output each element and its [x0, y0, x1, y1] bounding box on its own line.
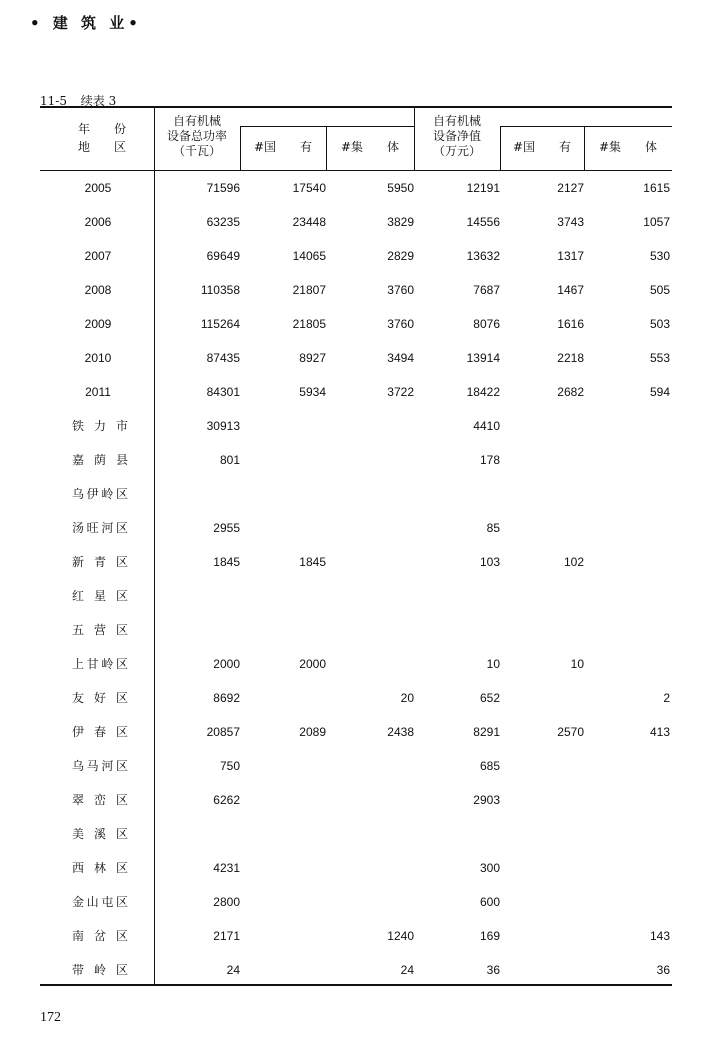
row-header-year: 年 份: [77, 122, 126, 136]
table-cell: 3722: [387, 385, 414, 399]
table-cell: 1467: [557, 283, 584, 297]
row-label: 2007: [84, 249, 112, 263]
table-cell: 20857: [206, 725, 240, 739]
table-cell: 600: [479, 895, 500, 909]
table-row: [40, 443, 672, 477]
table-cell: 10: [486, 657, 500, 671]
table-cell: 36: [656, 963, 670, 977]
table-row: [40, 817, 672, 851]
table-cell: 30913: [206, 419, 240, 433]
table-cell: 7687: [473, 283, 500, 297]
row-label: 五营区: [72, 623, 128, 637]
table-cell: 2000: [213, 657, 240, 671]
table-cell: 5950: [387, 181, 414, 195]
table-row: [40, 205, 672, 239]
row-label: 带岭区: [72, 963, 128, 977]
row-header: [72, 120, 132, 156]
table-cell: 801: [219, 453, 240, 467]
table-cell: 2: [663, 691, 670, 705]
table-cell: 21805: [292, 317, 326, 331]
row-label: 上甘岭区: [72, 657, 128, 671]
table-cell: 115264: [200, 317, 240, 331]
table-row: [40, 613, 672, 647]
table-cell: 300: [479, 861, 500, 875]
row-label: 嘉荫县: [72, 453, 128, 467]
table-row: [40, 545, 672, 579]
row-label: 2008: [84, 283, 112, 297]
table-cell: 2089: [299, 725, 326, 739]
table-cell: 1240: [387, 929, 414, 943]
table-cell: 87435: [206, 351, 240, 365]
table-cell: 8076: [473, 317, 500, 331]
header-state-owned-2: #国 有: [512, 140, 572, 154]
row-label: 南岔区: [72, 929, 128, 943]
table-cell: 2829: [387, 249, 414, 263]
table-cell: 2000: [299, 657, 326, 671]
page-number: 172: [40, 1010, 61, 1025]
row-label: 友好区: [72, 691, 128, 705]
table-row: [40, 409, 672, 443]
table-cell: 1057: [643, 215, 670, 229]
table-cell: 505: [649, 283, 670, 297]
table-cell: 21807: [292, 283, 326, 297]
table-cell: 102: [563, 555, 584, 569]
table-row: [40, 307, 672, 341]
table-cell: 13914: [466, 351, 500, 365]
table-cell: 23448: [292, 215, 326, 229]
table-cell: 143: [649, 929, 670, 943]
row-label: 西林区: [72, 861, 128, 875]
table-cell: 5934: [299, 385, 326, 399]
table-cell: 8291: [473, 725, 500, 739]
table-row: [40, 171, 672, 205]
table-cell: 4410: [473, 419, 500, 433]
table-cell: 36: [486, 963, 500, 977]
table-cell: 71596: [206, 181, 240, 195]
table-cell: 2218: [557, 351, 584, 365]
table-row: [40, 749, 672, 783]
row-label: 2010: [84, 351, 112, 365]
table-cell: 3760: [387, 317, 414, 331]
table-cell: 24: [226, 963, 240, 977]
table-cell: 103: [479, 555, 500, 569]
row-label: 2009: [84, 317, 112, 331]
table-cell: 750: [219, 759, 240, 773]
table-cell: 1845: [299, 555, 326, 569]
table-cell: 17540: [292, 181, 326, 195]
table-cell: 24: [400, 963, 414, 977]
table-cell: 18422: [466, 385, 500, 399]
table-cell: 652: [479, 691, 500, 705]
table-continuation: 续表 3: [80, 94, 117, 108]
table-cell: 4231: [213, 861, 240, 875]
table-row: [40, 341, 672, 375]
table-cell: 84301: [206, 385, 240, 399]
table-cell: 3494: [387, 351, 414, 365]
table-cell: 2127: [557, 181, 584, 195]
subheader-rule-2: [500, 126, 672, 127]
table-cell: 169: [479, 929, 500, 943]
row-label: 乌伊岭区: [72, 487, 128, 501]
row-label: 2006: [84, 215, 112, 229]
header-collective: #集 体: [340, 140, 400, 154]
row-label: 2011: [85, 385, 111, 399]
table-cell: 2955: [213, 521, 240, 535]
header-collective-2: #集 体: [598, 140, 658, 154]
table-cell: 2800: [213, 895, 240, 909]
table-cell: 69649: [206, 249, 240, 263]
row-label: 铁力市: [72, 419, 128, 433]
table-row: [40, 511, 672, 545]
table-cell: 2682: [557, 385, 584, 399]
subheader-rule-1: [240, 126, 414, 127]
table-top-rule: [40, 106, 672, 108]
table-row: [40, 273, 672, 307]
table-cell: 1616: [557, 317, 584, 331]
table-cell: 1845: [213, 555, 240, 569]
table-row: [40, 647, 672, 681]
table-row: [40, 783, 672, 817]
table-cell: 503: [649, 317, 670, 331]
table-row: [40, 953, 672, 987]
table-row: [40, 681, 672, 715]
table-row: [40, 375, 672, 409]
table-cell: 14556: [466, 215, 500, 229]
table-row: [40, 715, 672, 749]
row-label: 伊春区: [72, 725, 128, 739]
table-cell: 3743: [557, 215, 584, 229]
table-cell: 10: [570, 657, 584, 671]
table-cell: 63235: [206, 215, 240, 229]
table-cell: 8692: [213, 691, 240, 705]
table-cell: 110358: [200, 283, 240, 297]
header-power: 自有机械 设备总功率 （千瓦）: [166, 114, 227, 158]
table-row: [40, 851, 672, 885]
table-cell: 594: [649, 385, 670, 399]
table-cell: 8927: [299, 351, 326, 365]
table-number: 11-5: [40, 94, 67, 108]
table-cell: 685: [479, 759, 500, 773]
table-cell: 2171: [213, 929, 240, 943]
table-row: [40, 239, 672, 273]
table-cell: 12191: [466, 181, 500, 195]
table-cell: 1317: [557, 249, 584, 263]
table-cell: 20: [400, 691, 414, 705]
table-cell: 3760: [387, 283, 414, 297]
row-label: 汤旺河区: [72, 521, 128, 535]
table-cell: 1615: [643, 181, 670, 195]
table-cell: 553: [649, 351, 670, 365]
section-header: • 建 筑 业•: [30, 14, 142, 32]
header-net-value: 自有机械 设备净值 （万元）: [432, 114, 481, 158]
row-label: 翠峦区: [72, 793, 128, 807]
header-state-owned: #国 有: [253, 140, 313, 154]
table-cell: 13632: [466, 249, 500, 263]
table-row: [40, 919, 672, 953]
row-label: 美溪区: [72, 827, 128, 841]
row-label: 新青区: [72, 555, 128, 569]
table-row: [40, 579, 672, 613]
table-cell: 14065: [292, 249, 326, 263]
table-row: [40, 477, 672, 511]
table-cell: 2570: [557, 725, 584, 739]
table-cell: 530: [649, 249, 670, 263]
row-label: 金山屯区: [72, 895, 128, 909]
table-cell: 3829: [387, 215, 414, 229]
table-cell: 2438: [387, 725, 414, 739]
table-cell: 178: [479, 453, 500, 467]
table-row: [40, 885, 672, 919]
table-cell: 413: [649, 725, 670, 739]
table-cell: 2903: [473, 793, 500, 807]
table-cell: 6262: [213, 793, 240, 807]
table-cell: 85: [486, 521, 500, 535]
row-label: 红星区: [72, 589, 128, 603]
row-header-region: 地 区: [77, 140, 126, 154]
row-label: 乌马河区: [72, 759, 128, 773]
row-label: 2005: [84, 181, 112, 195]
